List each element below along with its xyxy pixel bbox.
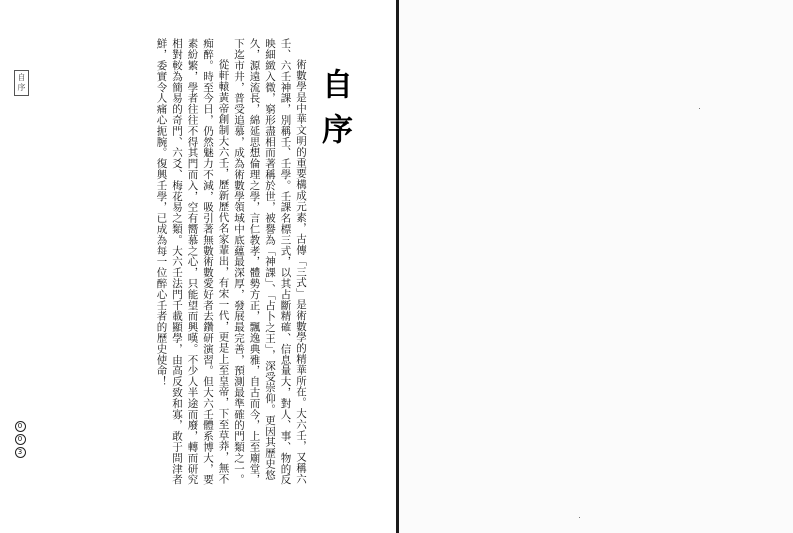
scan-speck: [579, 517, 580, 518]
right-page: [399, 0, 793, 533]
paragraph-1: 術數學是中華文明的重要構成元素，古傳「三式」是術數學的精華所在。大六壬，又稱六壬、六壬神課，別稱壬、壬學。壬課名標三式，以其占斷精確、信息量大，對人、事、物的反映細緻入微，窮形盡相而著稱於世，被譽為「神課」、「占卜之王」，深受崇仰。更因其歷史悠久，源遠流長，綿延思想倫理之學，言仁教孝，體勢方正，飄逸典雅，自古而今，上至廟堂，下迄市井，普受追慕，成為術數學領域中底蘊最深厚，發展最完善，預測最準確的門類之一。: [233, 38, 307, 485]
page-number: [14, 420, 26, 459]
scan-speck: [699, 108, 700, 109]
page-number-digit: 0: [15, 434, 26, 445]
chapter-title: 自序: [316, 68, 352, 158]
paragraph-2: 從軒轅黃帝創制大六壬，歷新歷代名家輩出，有宋一代，更是上至皇帝，下至草莽，無不痴醉。時至今日，仍然魅力不減，吸引著無數術數愛好者去鑽研演習。但大六壬體系博大，要素紛繁，學者往往不得其門而入，空有嚮慕之心，只能望而興嘆。不少人半途而廢，轉而研究相對較為簡易的奇門、六爻、梅花易之類。大六壬法門千載顯學，由高反致和寡，敢于問津者鮮，委實令人痛心扼腕。復興壬學，已成為每一位醉心壬者的歷史使命！: [155, 38, 230, 485]
page-number-digit: 0: [15, 421, 26, 432]
running-head: 自序: [14, 70, 29, 96]
page-number-digit: 3: [15, 447, 26, 458]
left-page: [0, 0, 396, 533]
body-text: [58, 38, 308, 493]
